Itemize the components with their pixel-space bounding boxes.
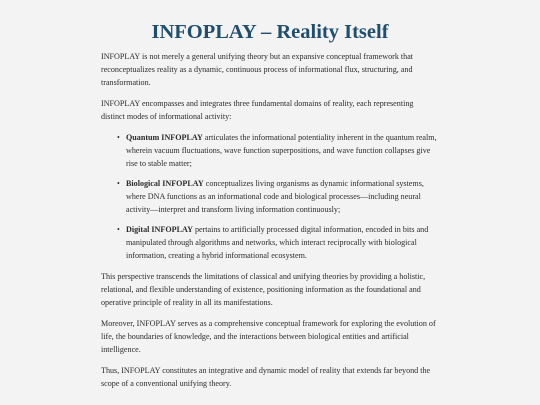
intro-paragraph: INFOPLAY is not merely a general unifying theory but an expansive conceptual framework that reconceptualizes reality as a dynamic, continuous process of informational flux, structuring, and transformation.	[101, 52, 414, 88]
term-digital: Digital INFOPLAY	[126, 224, 193, 234]
page-title: INFOPLAY – Reality Itself	[151, 21, 389, 43]
text-quantum: articulates the informational potentiality inherent in the quantum realm, wherein vacuum fluctuations, wave function superpositions, and wave function collapses give rise to stable matter;	[126, 133, 437, 169]
document-body	[101, 50, 439, 398]
list-item-digital	[117, 223, 439, 262]
domains-list	[101, 131, 439, 262]
list-item-quantum	[117, 131, 439, 170]
conclusion-paragraph: Thus, INFOPLAY constitutes an integrative and dynamic model of reality that extends far beyond the scope of a conventional unifying theory.	[101, 365, 431, 388]
perspective-paragraph: This perspective transcends the limitations of classical and unifying theories by providing a holistic, relational, and flexible understanding of existence, positioning information as the foundational and operative principle of reality in all its manifestations.	[101, 271, 426, 307]
term-quantum: Quantum INFOPLAY	[126, 133, 203, 143]
term-biological: Biological INFOPLAY	[126, 178, 204, 188]
text-digital: pertains to artificially processed digital information, encoded in bits and manipulated through algorithms and networks, which interact reciprocally with biological information, creating a hybrid informational ecosystem.	[126, 224, 429, 260]
bullet-icon: •	[117, 178, 120, 188]
domains-lead-paragraph: INFOPLAY encompasses and integrates three fundamental domains of reality, each representing distinct modes of informational activity:	[101, 99, 414, 122]
bullet-icon: •	[117, 133, 120, 143]
text-biological: conceptualizes living organisms as dynamic informational systems, where DNA functions as an informational code and biological processes—including neural activity—interpret and transform living information continuously;	[126, 178, 424, 215]
list-item-biological	[117, 177, 439, 216]
moreover-paragraph: Moreover, INFOPLAY serves as a comprehensive conceptual framework for exploring the evolution of life, the boundaries of knowledge, and the interactions between biological entities and artificial intelligence.	[101, 318, 436, 354]
bullet-icon: •	[117, 224, 120, 234]
